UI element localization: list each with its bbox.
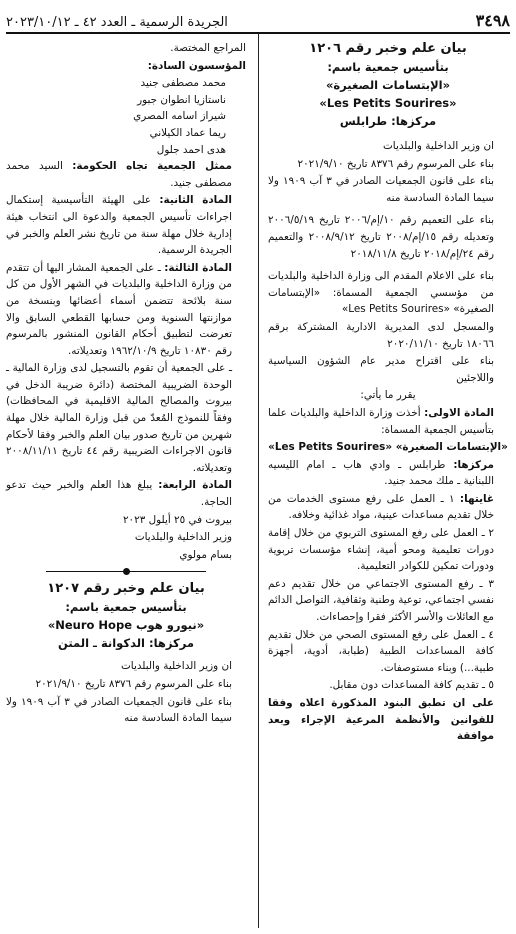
preamble-minister-2: ان وزير الداخلية والبلديات: [121, 660, 232, 673]
founder-name: محمد مصطفى جنيد: [140, 77, 226, 90]
article-3-tax: ـ على الجمعية أن تقوم بالتسجيل لدى وزارة المالية ـ الوحدة الضريبية المختصة (دائرة ضريبة الدخل في بيروت والمصالح المالية الاقليمية في المحافظات) وفقاً للنموذج المُعدّ من قبل وزارة المالية خلال مهلة شهرين من تاريخ صدور بيان العلم والخبر وفقا لأحكام قانون الاجراءات الضريبية رقم ٤٤ تاريخ ٢٠٠٨/١١/١١ وتعديلاته.: [6, 362, 233, 474]
article-4: المادة الرابعة: يبلغ هذا العلم والخبر حيث تدعو الحاجة.: [6, 479, 232, 509]
founder-name: شيراز اسامه المصري: [133, 110, 226, 123]
preamble-notice: بناء على الاعلام المقدم الى وزارة الداخلية والبلديات من مؤسسي الجمعية المسماة: «الإبتسامات الصغيرة» «Les Petits Sourires»: [268, 270, 494, 316]
left-column: [6, 40, 246, 728]
notice-subtitle-2: بتأسيس جمعية باسم:: [65, 600, 187, 615]
page-number: ٣٤٩٨: [475, 11, 510, 30]
government-representative: ممثل الجمعية تجاه الحكومة: السيد محمد مصطفى جنيد.: [6, 160, 232, 189]
goal-2: ٢ ـ العمل على رفع المستوى التربوي من خلال إقامة دورات تعليمية ومحو أمية، إنشاء مؤسسات تربوية ودورات تمكين للكوادر التعليمية.: [268, 527, 494, 573]
association-name-2: «نيورو هوب Neuro Hope»: [47, 618, 205, 633]
goal-5: ٥ ـ تقديم كافة المساعدات دون مقابل.: [329, 679, 494, 692]
founder-name: ناستازيا انطوان جبور: [137, 93, 226, 106]
association-hq: مركزها: طرابلس: [339, 114, 437, 128]
section-separator: [46, 571, 206, 572]
minister-title: وزير الداخلية والبلديات: [134, 531, 232, 544]
goal-1: غايتها: ١ ـ العمل على رفع مستوى الخدمات من خلال تقديم مساعدات عينية، مواد غذائية وخلافه.: [268, 492, 494, 522]
founder-name: ريما عماد الكيلاني: [149, 126, 226, 139]
column-divider: [258, 34, 259, 928]
goal-3: ٣ ـ رفع المستوى الاجتماعي من خلال تقديم دعم نفسي اجتماعي، توعية وطنية وثقافية، التواصل الدائم مع العائلات والأسر الأكثر فقرا وإحصاءات.: [268, 577, 494, 624]
preamble-minister: ان وزير الداخلية والبلديات: [383, 140, 494, 152]
article-2: المادة الثانية: على الهيئة التأسيسية إستكمال اجراءات تأسيس الجمعية والدعوة الى انتخاب هيئة إدارية خلال مهلة سنة من تاريخ نشر العلم والخبر في الجريدة الرسمية.: [6, 194, 232, 257]
preamble-decree: بناء على المرسوم رقم ٨٣٧٦ تاريخ ٢٠٢١/٩/١٠: [297, 157, 494, 170]
page-header: [6, 4, 510, 34]
article-1-name: «الإبتسامات الصغيرة» «Les Petits Sourires»: [268, 441, 508, 454]
preamble-registration: والمسجل لدى المديرية الادارية المشتركة برقم ١٨٠٦٦ تاريخ ٢٠٢٠/١١/١٠: [268, 320, 494, 350]
notice-title: بيان علم وخبر رقم ١٢٠٦: [309, 41, 467, 56]
right-column: [268, 40, 508, 746]
signer-name: بسام مولوي: [179, 548, 232, 561]
article-3: المادة الثالثة: ـ على الجمعية المشار اليها أن تتقدم من وزارة الداخلية والبلديات في الشهر الأول من كل سنة بلائحة تتضمن أسماء أعضائها وبنسخة من موازنتها السنوية ومن حسابها القطعي السابق والا تعرضت لتطبيق أحكام القانون المنشور بالمرسوم رقم ١٠٨٣٠ تاريخ ١٩٦٢/١٠/٩ وتعديلاته.: [6, 261, 232, 357]
place-date: بيروت في ٢٥ أيلول ٢٠٢٣: [122, 513, 232, 526]
competent-authorities: المراجع المختصة.: [170, 42, 246, 54]
notice-subtitle: بتأسيس جمعية باسم:: [327, 60, 449, 74]
founders-label: المؤسسون السادة:: [147, 59, 246, 72]
preamble-law-2: بناء على قانون الجمعيات الصادر في ٣ آب ١٩٠٩ ولا سيما المادة السادسة منه: [6, 695, 233, 725]
founder-name: هدى احمد جلول: [156, 143, 226, 156]
association-name-fr: «Les Petits Sourires»: [319, 96, 457, 110]
founders-list: [6, 75, 246, 158]
article-1: المادة الاولى: أخذت وزارة الداخلية والبلديات علما بتأسيس الجمعية المسماة:: [268, 406, 494, 436]
journal-issue: الجريدة الرسمية ـ العدد ٤٢ ـ ٢٠٢٣/١٠/١٢: [6, 15, 228, 30]
association-name-ar: «الإبتسامات الصغيرة»: [325, 78, 451, 92]
closing-clause: على ان تطبق البنود المذكورة اعلاه وفقا للقوانين والأنظمة المرعية الإجراء وبعد موافقة: [268, 697, 494, 743]
preamble-decree-2: بناء على المرسوم رقم ٨٣٧٦ تاريخ ٢٠٢١/٩/١٠: [35, 678, 232, 690]
decision-heading: يقرر ما يأتي:: [360, 389, 416, 402]
goal-4: ٤ ـ العمل على رفع المستوى الصحي من خلال تقديم كافة المساعدات الطبية (طبابة، أدوية، أجهزة طبية...) وبناء مستوصفات.: [268, 628, 494, 674]
association-hq-2: مركزها: الدكوانة ـ المتن: [58, 636, 194, 651]
preamble-law: بناء على قانون الجمعيات الصادر في ٣ آب ١٩٠٩ ولا سيما المادة السادسة منه: [268, 175, 495, 204]
preamble-proposal: بناء على اقتراح مدير عام الشؤون السياسية واللاجئين: [268, 355, 494, 384]
hq-full: مركزها: طرابلس ـ وادي هاب ـ امام الليسيه اللبنانية ـ ملك محمد جنيد.: [268, 458, 494, 488]
notice-title-2: بيان علم وخبر رقم ١٢٠٧: [47, 581, 205, 597]
preamble-circular: بناء على التعميم رقم ١٠/إم/٢٠٠٦ تاريخ ٢٠٠٦/٥/١٩ وتعديله رقم ١٥/إم/٢٠٠٨ تاريخ ٢٠٠٨/٩/١٢ والتعميم رقم ٢٤/إم/٢٠١٨ تاريخ ٢٠١٨/١١/٨: [268, 214, 495, 260]
